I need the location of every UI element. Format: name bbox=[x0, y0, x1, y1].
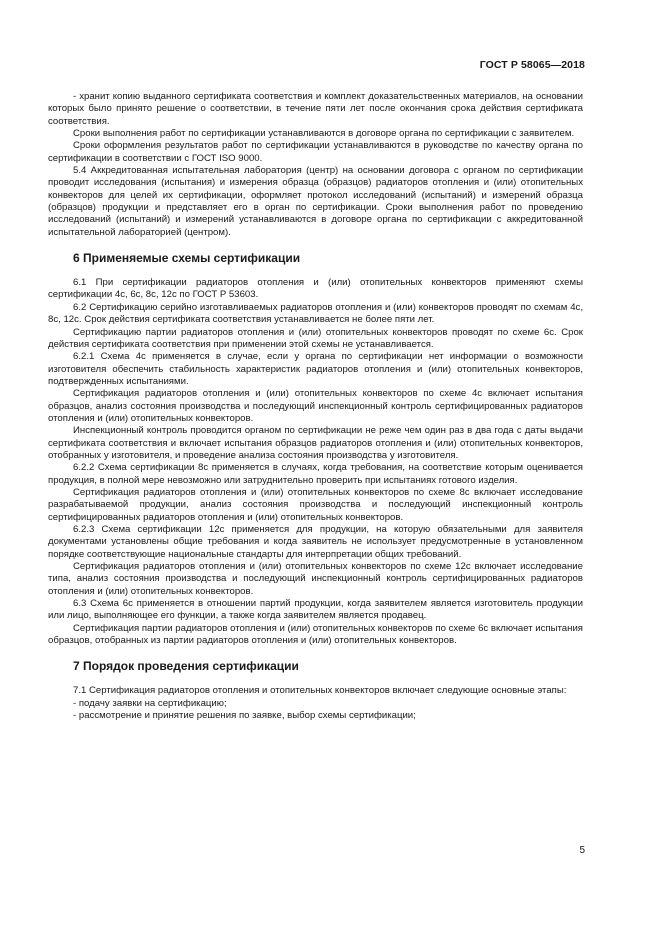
paragraph: Сертификация радиаторов отопления и (или) отопительных конвекторов по схеме 12с включает исследование типа, анализ состояния производства и последующий инспекционный контроль сертифицированных радиаторов отопления и (или) отопительных конвекторов. bbox=[48, 561, 583, 597]
page-header: ГОСТ Р 58065—2018 bbox=[479, 59, 585, 71]
paragraph: Сертификация партии радиаторов отопления и (или) отопительных конвекторов по схеме 6с включает испытания образцов, отобранных из партии радиаторов отопления и (или) отопительных конвекторов. bbox=[48, 622, 583, 647]
paragraph: Инспекционный контроль проводится органом по сертификации не реже чем один раз в два года с даты выдачи сертификата соответствия и включает испытания образцов радиаторов отопления и (или) отопительных конвекторов, отобранных у изготовителя, и проведение анализа состояния производства у изготовителя. bbox=[48, 425, 583, 461]
paragraph: 6.2.2 Схема сертификации 8с применяется в случаях, когда требования, на соответствие которым оценивается продукция, в полной мере невозможно или затруднительно проверить при испытаниях готового изделия. bbox=[48, 462, 583, 486]
paragraph: Сертификация радиаторов отопления и (или) отопительных конвекторов по схеме 4с включает испытания образцов, анализ состояния производства и последующий инспекционный контроль сертифицированных радиаторов отопления и (или) отопительных конвекторов. bbox=[48, 388, 583, 424]
section-title: 7 Порядок проведения сертификации bbox=[73, 659, 299, 674]
paragraph: 5.4 Аккредитованная испытательная лаборатория (центр) на основании договора с органом по сертификации проводит исследования (испытания) и измерения образца (образцов) радиаторов отопления и (или) отопительных конвекторов для целей их сертификации, оформляет протокол исследований (испытаний) и измерений образца (образцов) продукции и представляет его в орган по сертификации. Сроки выполнения работ по проведению исследований (испытаний) и измерений устанавливаются в договоре органа по сертификации с аккредитованной испытательной лабораторией (центром). bbox=[48, 165, 583, 238]
page-number: 5 bbox=[579, 845, 585, 856]
list-item: - подачу заявки на сертификацию; bbox=[73, 697, 227, 709]
list-item: - рассмотрение и принятие решения по заявке, выбор схемы сертификации; bbox=[73, 710, 416, 722]
paragraph: Сертификация радиаторов отопления и (или) отопительных конвекторов по схеме 8с включает исследование разрабатываемой продукции, анализ состояния производства и последующий инспекционный контроль сертифицированных радиаторов отопления и (или) отопительных конвекторов. bbox=[48, 486, 583, 523]
paragraph: Сроки выполнения работ по сертификации устанавливаются в договоре органа по сертификации с заявителем. bbox=[73, 128, 575, 140]
paragraph: - хранит копию выданного сертификата соответствия и комплект доказательственных материалов, на основании которых было принято решение о соответствии, в течение пяти лет после окончания срока действия сертификата соответствия. bbox=[48, 91, 583, 127]
paragraph: Сертификацию партии радиаторов отопления и (или) отопительных конвекторов проводят по схеме 6с. Срок действия сертификата соответствия при применении этой схемы не устанавливается. bbox=[48, 326, 583, 350]
paragraph: 6.2.1 Схема 4с применяется в случае, если у органа по сертификации нет информации о возможности изготовителя обеспечить стабильность характеристик радиаторов отопления и (или) отопительных конвекторов, подтвержденных испытаниями. bbox=[48, 351, 583, 387]
section-title: 6 Применяемые схемы сертификации bbox=[73, 251, 301, 266]
paragraph: 7.1 Сертификация радиаторов отопления и отопительных конвекторов включает следующие основные этапы: bbox=[73, 685, 567, 697]
paragraph: 6.3 Схема 6с применяется в отношении партий продукции, когда заявителем является изготовитель продукции или лицо, выполняющее его функции, а также когда заявителем является продавец. bbox=[48, 598, 583, 622]
paragraph: 6.1 При сертификации радиаторов отопления и (или) отопительных конвекторов применяют схемы сертификации 4с, 6с, 8с, 12с по ГОСТ Р 53603. bbox=[48, 277, 583, 301]
document-body bbox=[48, 91, 583, 722]
paragraph: 6.2.3 Схема сертификации 12с применяется для продукции, на которую обязательными для заявителя документами установлены общие требования и когда заявитель не использует предусмотренные в установленном порядке соответствующие национальные стандарты для интерпретации общих требований. bbox=[48, 524, 583, 560]
paragraph: 6.2 Сертификацию серийно изготавливаемых радиаторов отопления и (или) конвекторов проводят по схемам 4с, 8с, 12с. Срок действия сертификата соответствия устанавливается не более пяти лет. bbox=[48, 301, 583, 326]
paragraph: Сроки оформления результатов работ по сертификации устанавливаются в руководстве по качеству органа по сертификации в соответствии с ГОСТ ISO 9000. bbox=[48, 140, 583, 164]
